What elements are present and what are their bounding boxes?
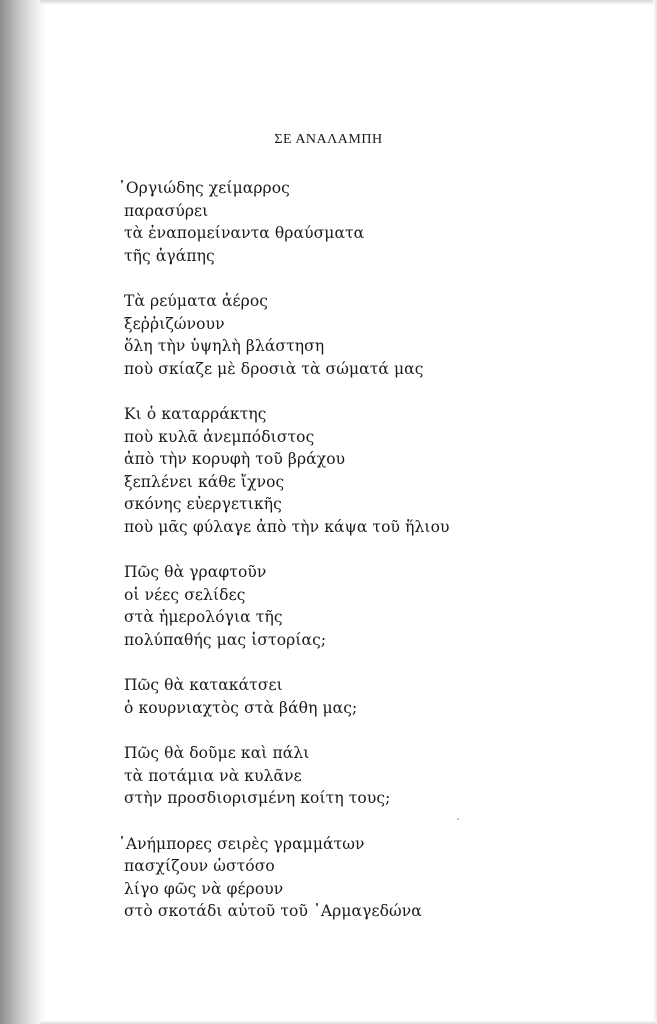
poem-line: ποὺ μᾶς φύλαγε ἀπὸ τὴν κάψα τοῦ ἥλιου: [124, 517, 450, 536]
stanza-3: [124, 403, 644, 538]
stanza-1: [118, 177, 644, 267]
scan-speck: [457, 818, 459, 820]
poem-line: τῆς ἀγάπης: [124, 246, 215, 265]
poem-line: ὅλη τὴν ὑψηλὴ βλάστηση: [124, 337, 325, 355]
poem-line: τὰ ἐναπομείναντα θραύσματα: [124, 224, 365, 242]
poem-line: στὰ ἡμερολόγια τῆς: [124, 608, 283, 626]
stanza-4: [124, 561, 644, 651]
poem-line: Πῶς θὰ κατακάτσει: [124, 676, 283, 694]
stanza-7: [118, 833, 644, 923]
poem-line: σκόνης εὐεργετικῆς: [124, 495, 282, 513]
poem-line: Πῶς θὰ δοῦμε καὶ πάλι: [124, 744, 310, 762]
poem-line: Κι ὁ καταρράκτης: [124, 405, 267, 423]
poem-title: ΣΕ ΑΝΑΛΑΜΠΗ: [274, 132, 383, 147]
poem-line: ποὺ κυλᾶ ἀνεμπόδιστος: [124, 427, 315, 446]
stanza-6: [124, 742, 644, 810]
poem-line: ἀπὸ τὴν κορυφὴ τοῦ βράχου: [124, 450, 346, 468]
poem-line: πολύπαθής μας ἱστορίας;: [124, 630, 327, 649]
poem-line: Πῶς θὰ γραφτοῦν: [124, 563, 267, 581]
poem-line: παρασύρει: [124, 201, 209, 220]
poem-line: ποὺ σκίαζε μὲ δροσιὰ τὰ σώματά μας: [124, 359, 424, 378]
poem-line: ξεπλένει κάθε ἴχνος: [124, 472, 285, 491]
poem-line: ᾿Ανήμπορες σειρὲς γραμμάτων: [118, 834, 365, 853]
poem-line: στὸ σκοτάδι αὐτοῦ τοῦ ᾿Αρμαγεδώνα: [124, 902, 422, 920]
poem-line: στὴν προσδιορισμένη κοίτη τους;: [124, 789, 391, 807]
poem-line: ὁ κουρνιαχτὸς στὰ βάθη μας;: [124, 698, 358, 717]
poem-line: λίγο φῶς νὰ φέρουν: [124, 879, 284, 898]
poem-line: ᾿Οργιώδης χείμαρρος: [118, 179, 290, 197]
stanza-2: [124, 290, 644, 380]
poem-line: πασχίζουν ὡστόσο: [124, 857, 275, 875]
poem-line: τὰ ποτάμια νὰ κυλᾶνε: [124, 766, 302, 785]
stanza-5: [124, 674, 644, 719]
poem-line: Τὰ ρεύματα ἀέρος: [124, 292, 269, 310]
poem-line: οἱ νέες σελίδες: [124, 585, 246, 604]
poem-line: ξεῤῥιζώνουν: [124, 314, 225, 333]
poem-body: [118, 177, 644, 946]
